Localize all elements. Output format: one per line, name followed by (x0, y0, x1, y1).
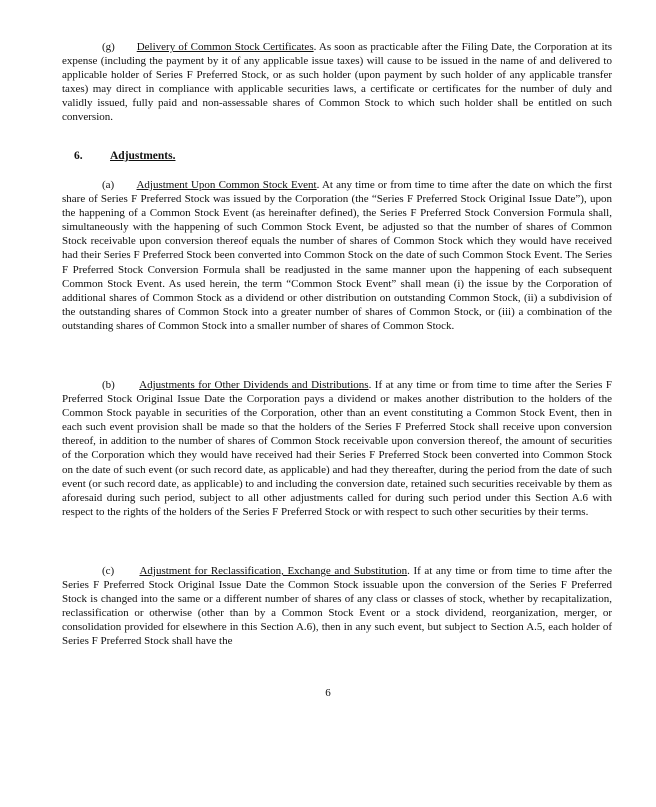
paragraph-g (62, 40, 612, 125)
section-number: 6. (74, 150, 83, 162)
paragraph-b-body: . If at any time or from time to time after the Series F Preferred Stock Original Issue Date the Corporation pays a dividend or makes another distribution to the holders of the Common Stock payable in securities of the Corporation, other than an event constituting a Common Stock Event, then in each such event provision shall be made so that the holders of the Series F Preferred Stock shall receive upon conversion thereof, in addition to the number of shares of Common Stock receivable upon conversion thereof, the amount of securities of the Corporation which they would have received had their Series F Preferred Stock been converted into Common Stock on the date of such event (or such record date, as applicable) and had they thereafter, during the period from the date of such event (or such record date, as applicable) to and including the conversion date, retained such securities receivable by them as aforesaid during such period, subject to all other adjustments called for during such period under this Section A.6 with respect to the rights of the holders of the Series F Preferred Stock or with respect to such other securities by their terms. (62, 379, 612, 518)
paragraph-g-label: (g) (102, 41, 115, 53)
paragraph-a (62, 178, 612, 333)
paragraph-a-body: . At any time or from time to time after the date on which the first share of Series F Preferred Stock was issued by the Corporation (the “Series F Preferred Stock Original Issue Date”), upon the happening of a Common Stock Event (as hereinafter defined), the Series F Preferred Stock Conversion Formula shall, simultaneously with the happening of such Common Stock Event, be adjusted so that the number of shares of Common Stock receivable upon conversion thereof equals the number of shares of Common Stock which they would have received had their Series F Preferred Stock been converted into Common Stock on the date of such Common Stock Event. The Series F Preferred Stock Conversion Formula shall be readjusted in the same manner upon the happening of each subsequent Common Stock Event. As used herein, the term “Common Stock Event” shall mean (i) the issue by the Corporation of additional shares of Common Stock as a dividend or other distribution on outstanding Common Stock, (ii) a subdivision of the outstanding shares of Common Stock into a greater number of shares of Common Stock, or (iii) a combination of the outstanding shares of Common Stock into a smaller number of shares of Common Stock. (62, 179, 613, 332)
paragraph-c-body: . If at any time or from time to time after the Series F Preferred Stock Original Issue Date the Common Stock issuable upon the conversion of the Series F Preferred Stock is changed into the same or a different number of shares of any class or classes of stock, whether by recapitalization, reclassification or otherwise (other than by a Common Stock Event or a stock dividend, reorganization, merger, or consolidation provided for elsewhere in this Section A.6), then in any such event, but subject to Section A.5, each holder of Series F Preferred Stock shall have the (62, 565, 612, 648)
paragraph-a-label: (a) (102, 179, 115, 191)
paragraph-c-label: (c) (102, 565, 115, 577)
page-number: 6 (325, 687, 331, 699)
paragraph-b-label: (b) (102, 379, 115, 391)
paragraph-g-body: . As soon as practicable after the Filing Date, the Corporation at its expense (including the payment by it of any applicable issue taxes) will cause to be issued in the name of and delivered to applicable holder of Series F Preferred Stock, or as such holder (upon payment by such holder of any applicable transfer taxes) may direct in compliance with applicable securities laws, a certificate or certificates for the number of duly and validly issued, fully paid and non-assessable shares of Common Stock to which such holder shall be entitled on such conversion. (62, 41, 613, 124)
paragraph-a-heading: Adjustment Upon Common Stock Event (136, 179, 317, 191)
section-6-heading (74, 150, 176, 162)
paragraph-b-heading: Adjustments for Other Dividends and Distributions (139, 379, 369, 391)
section-title: Adjustments. (110, 150, 176, 162)
paragraph-c-heading: Adjustment for Reclassification, Exchange and Substitution (139, 565, 408, 577)
paragraph-g-heading: Delivery of Common Stock Certificates (136, 41, 314, 53)
paragraph-b (62, 378, 612, 519)
paragraph-c (62, 564, 612, 649)
